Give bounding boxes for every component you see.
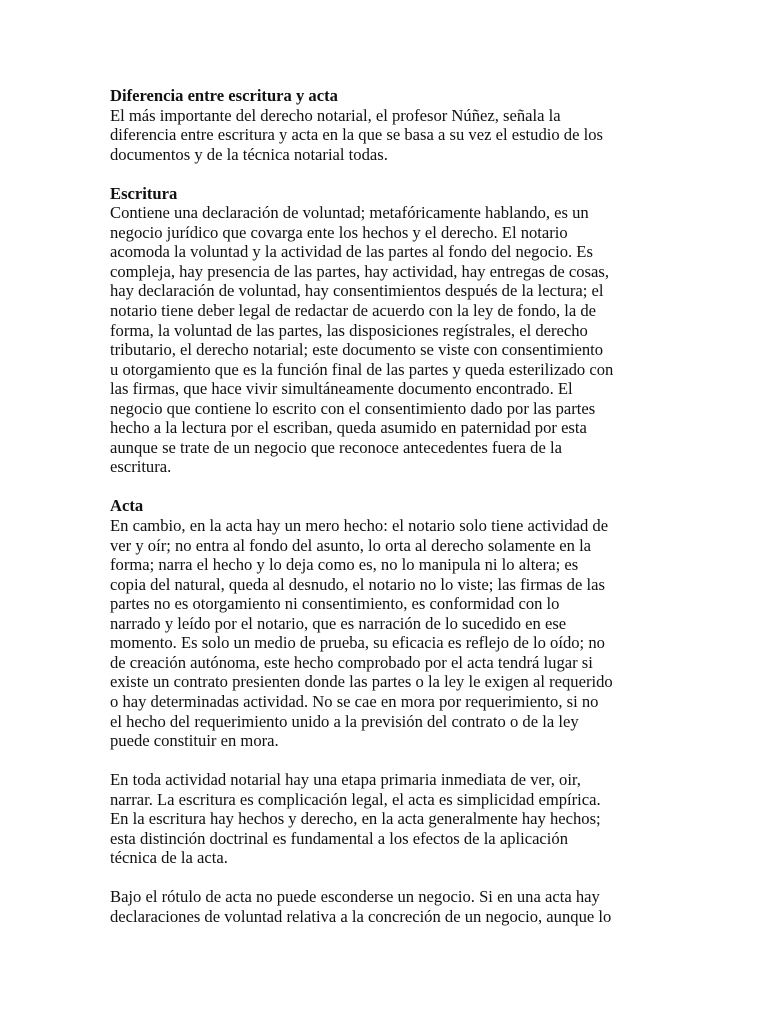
text-line: momento. Es solo un medio de prueba, su eficacia es reflejo de lo oído; no [110, 633, 605, 653]
text-line: ver y oír; no entra al fondo del asunto, lo orta al derecho solamente en la [110, 535, 592, 555]
text-line: Bajo el rótulo de acta no puede esconderse un negocio. Si en una acta hay [110, 887, 600, 907]
paragraph [110, 106, 670, 165]
paragraph [110, 887, 670, 926]
text-line: copia del natural, queda al desnudo, el notario no lo viste; las firmas de las [110, 574, 605, 594]
text-line: esta distinción doctrinal es fundamental a los efectos de la aplicación [110, 828, 569, 848]
text-line: narrado y leído por el notario, que es narración de lo sucedido en ese [110, 613, 567, 633]
paragraph [110, 770, 670, 868]
section-acta [110, 496, 670, 750]
text-line: En cambio, en la acta hay un mero hecho: el notario solo tiene actividad de [110, 516, 609, 536]
text-line: En la escritura hay hechos y derecho, en la acta generalmente hay hechos; [110, 809, 601, 829]
text-line: técnica de la acta. [110, 848, 228, 868]
text-line: declaraciones de voluntad relativa a la concreción de un negocio, aunque lo [110, 906, 612, 926]
text-line: forma, la voluntad de las partes, las disposiciones regístrales, el derecho [110, 320, 588, 340]
paragraph [110, 516, 670, 751]
section-rotulo-acta [110, 887, 670, 926]
text-line: El más importante del derecho notarial, el profesor Núñez, señala la [110, 105, 561, 125]
section-diferencia [110, 86, 670, 164]
text-line: negocio que contiene lo escrito con el consentimiento dado por las partes [110, 398, 596, 418]
text-line: tributario, el derecho notarial; este documento se viste con consentimiento [110, 340, 604, 360]
section-heading: Diferencia entre escritura y acta [110, 86, 338, 105]
text-line: notario tiene deber legal de redactar de acuerdo con la ley de fondo, la de [110, 301, 597, 321]
text-line: hay declaración de voluntad, hay consentimientos después de la lectura; el [110, 281, 604, 301]
text-line: de creación autónoma, este hecho comprobado por el acta tendrá lugar si [110, 652, 593, 672]
section-actividad-notarial [110, 770, 670, 868]
text-line: diferencia entre escritura y acta en la que se basa a su vez el estudio de los [110, 125, 603, 145]
text-line: aunque se trate de un negocio que reconoce antecedentes fuera de la [110, 437, 562, 457]
text-line: forma; narra el hecho y lo deja como es, no lo manipula ni lo altera; es [110, 555, 579, 575]
text-line: puede constituir en mora. [110, 731, 279, 751]
paragraph [110, 203, 670, 477]
text-line: En toda actividad notarial hay una etapa primaria inmediata de ver, oir, [110, 770, 581, 790]
section-heading: Acta [110, 496, 144, 516]
text-line: escritura. [110, 457, 172, 477]
text-line: o hay determinadas actividad. No se cae en mora por requerimiento, si no [110, 691, 599, 711]
text-line: partes no es otorgamiento ni consentimiento, es conformidad con lo [110, 594, 560, 614]
text-line: u otorgamiento que es la función final de las partes y queda esterilizado con [110, 359, 614, 379]
text-line: acomoda la voluntad y la actividad de las partes al fondo del negocio. Es [110, 242, 593, 262]
text-line: hecho a la lectura por el escriban, queda asumido en paternidad por esta [110, 418, 587, 438]
section-heading: Escritura [110, 183, 178, 203]
text-line: Contiene una declaración de voluntad; metafóricamente hablando, es un [110, 203, 589, 223]
text-line: compleja, hay presencia de las partes, hay actividad, hay entregas de cosas, [110, 261, 609, 281]
document-page [110, 86, 670, 946]
section-escritura [110, 184, 670, 477]
text-line: negocio jurídico que covarga ente los hechos y el derecho. El notario [110, 222, 568, 242]
text-line: existe un contrato presienten donde las partes o la ley le exigen al requerido [110, 672, 613, 692]
text-line: narrar. La escritura es complicación legal, el acta es simplicidad empírica. [110, 789, 601, 809]
text-line: el hecho del requerimiento unido a la previsión del contrato o de la ley [110, 711, 579, 731]
text-line: las firmas, que hace vivir simultáneamente documento encontrado. El [110, 379, 573, 399]
text-line: documentos y de la técnica notarial todas. [110, 144, 388, 164]
